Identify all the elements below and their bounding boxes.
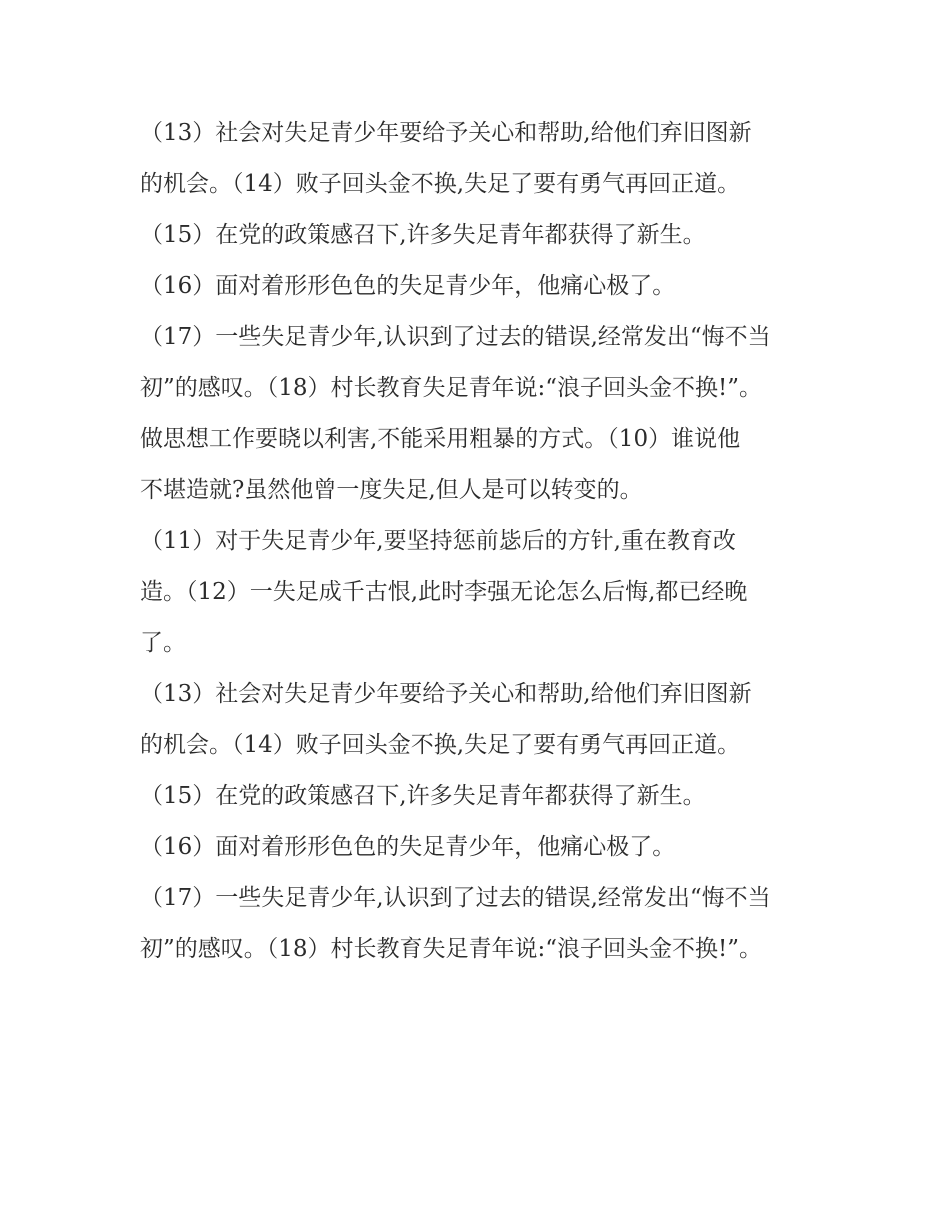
text-line: （16）面对着形形色色的失足青少年，他痛心极了。 [140,273,676,299]
text-line: （13）社会对失足青少年要给予关心和帮助,给他们弃旧图新 [140,120,752,146]
text-line: （16）面对着形形色色的失足青少年，他痛心极了。 [140,834,676,860]
text-line: 不堪造就?虽然他曾一度失足,但人是可以转变的。 [140,477,643,503]
text-line: （17）一些失足青少年,认识到了过去的错误,经常发出“悔不当 [140,885,771,911]
text-line: （17）一些失足青少年,认识到了过去的错误,经常发出“悔不当 [140,324,771,350]
text-line: 初”的感叹。（18）村长教育失足青年说:“浪子回头金不换!”。 [140,375,763,401]
document-body [140,108,820,975]
text-line: 做思想工作要晓以利害,不能采用粗暴的方式。（10）谁说他 [140,426,741,452]
text-line: （11）对于失足青少年,要坚持惩前毖后的方针,重在教育改 [140,528,736,554]
text-line: （15）在党的政策感召下,许多失足青年都获得了新生。 [140,222,706,248]
text-line: （13）社会对失足青少年要给予关心和帮助,给他们弃旧图新 [140,681,752,707]
text-line: 造。（12）一失足成千古恨,此时李强无论怎么后悔,都已经晚 [140,579,748,605]
text-line: 初”的感叹。（18）村长教育失足青年说:“浪子回头金不换!”。 [140,936,763,962]
text-line: 的机会。（14）败子回头金不换,失足了要有勇气再回正道。 [140,732,741,758]
text-line: （15）在党的政策感召下,许多失足青年都获得了新生。 [140,783,706,809]
text-line: 了。 [140,630,186,656]
text-line: 的机会。（14）败子回头金不换,失足了要有勇气再回正道。 [140,171,741,197]
